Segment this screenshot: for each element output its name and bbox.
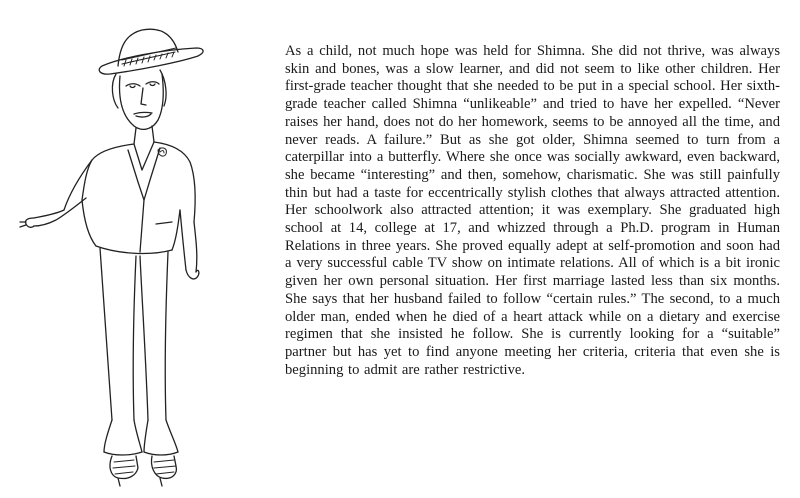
story-paragraph: As a child, not much hope was held for Shimna. She did not thrive, was always skin and bones, was a slow learner, and did not seem to like other children. Her first-grade teacher thought that she needed to be put in a special school. Her sixth-grade teacher called Shimna “unlikeable” and tried to have her expelled. “Never raises her hand, does not do her homework, seems to be annoyed all the time, and never reads. A failure.” But as she got older, Shimna seemed to turn from a caterpillar into a butterfly. Where she once was socially awkward, even backward, she became “interesting” and then, somehow, charismatic. She was still painfully thin but had a taste for eccentrically stylish clothes that always attracted attention. Her schoolwork also attracted attention; it was exemplary. She graduated high school at 14, college at 17, and whizzed through a Ph.D. program in Human Relations in three years. She proved equally adept at self-promotion and soon had a very successful cable TV show on intimate relations. All of which is a bit ironic given her own personal situation. Her first marriage lasted less than six months. She says that her husband failed to follow “certain rules.” The second, to a much older man, ended when he died of a heart attack while on a dietary and exercise regimen that she insisted he follow. She is currently looking for a “suitable” partner but has yet to find anyone meeting her criteria, criteria that even she is beginning to admit are rather restrictive. [285,43,780,378]
woman-sketch-drawing [0,0,270,498]
woman-sketch-illustration [0,0,270,498]
